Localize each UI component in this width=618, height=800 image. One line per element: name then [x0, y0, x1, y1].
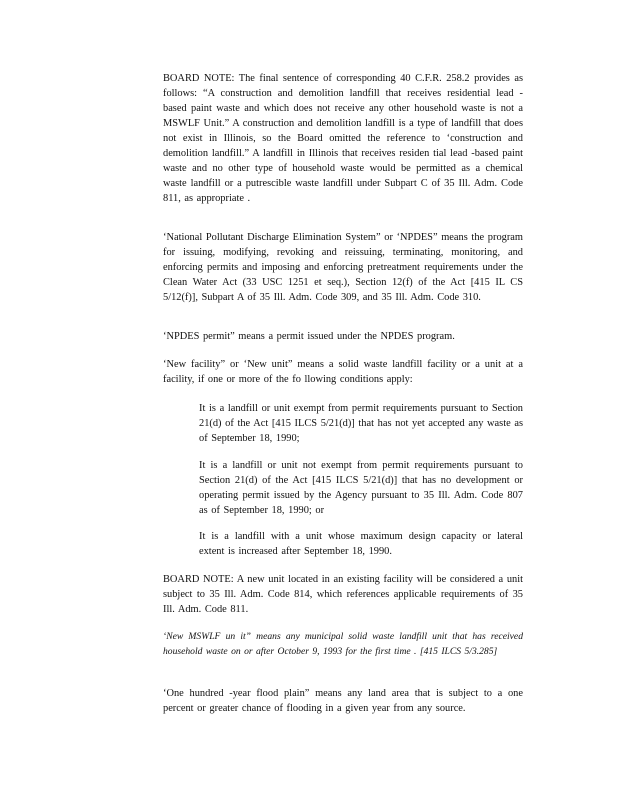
npdes-definition-paragraph: ‘National Pollutant Discharge Elimination System” or ‘NPDES” means the program for issuing, modifying, revoking and reissuing, terminating, monitoring, and enforcing permits and imposing and enforcing pretreatment requirements under the Clean Water Act (33 USC 1251 et seq.), Section 12(f) of the Act [415 IL CS 5/12(f)], Subpart A of 35 Ill. Adm. Code 309, and 35 Ill. Adm. Code 310. [163, 232, 523, 303]
condition-item-2: It is a landfill or unit not exempt from permit requirements pursuant to Section 21(d) of the Act [415 ILCS 5/21(d)] that has no development or operating permit issued by the Agency pursuant to 35 Ill. Adm. Code 807 as of September 18, 1990; or [199, 460, 523, 516]
condition-item-3: It is a landfill with a unit whose maximum design capacity or lateral extent is increased after September 18, 1990. [199, 531, 523, 557]
board-note-2-paragraph: BOARD NOTE: A new unit located in an existing facility will be considered a unit subject to 35 Ill. Adm. Code 814, which references applicable requirements of 35 Ill. Adm. Code 811. [163, 574, 523, 615]
board-note-paragraph: BOARD NOTE: The final sentence of corresponding 40 C.F.R. 258.2 provides as follows: “A construction and demolition landfill that receives residential lead -based paint waste and which does not receive any other household waste is not a MSWLF Unit.” A construction and demolition landfill is a type of landfill that does not exist in Illinois, so the Board omitted the reference to ‘construction and demolition landfill.” A landfill in Illinois that receives residen tial lead -based paint waste and no other type of household waste would be permitted as a chemical waste landfill or a putrescible waste landfill under Subpart C of 35 Ill. Adm. Code 811, as appropriate . [163, 73, 523, 204]
condition-item-1: It is a landfill or unit exempt from permit requirements pursuant to Section 21(d) of the Act [415 ILCS 5/21(d)] that has not yet accepted any waste as of September 18, 1990; [199, 403, 523, 444]
new-facility-paragraph: ‘New facility” or ‘New unit” means a solid waste landfill facility or a unit at a facility, if one or more of the fo llowing conditions apply: [163, 359, 523, 385]
flood-plain-paragraph: ‘One hundred -year flood plain” means any land area that is subject to a one percent or greater chance of flooding in a given year from any source. [163, 688, 523, 714]
npdes-permit-paragraph: ‘NPDES permit” means a permit issued under the NPDES program. [163, 331, 455, 342]
new-mswlf-unit-paragraph: ‘New MSWLF un it” means any municipal solid waste landfill unit that has received household waste on or after October 9, 1993 for the first time . [415 ILCS 5/3.285] [163, 631, 523, 657]
